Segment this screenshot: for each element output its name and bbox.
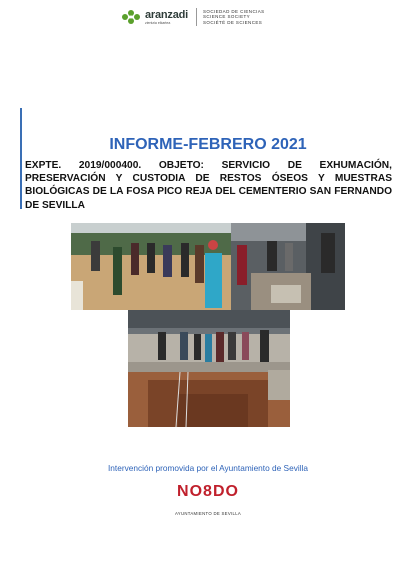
title-accent-bar [20,108,22,209]
society-lines [203,9,265,26]
society-line-es: SOCIEDAD DE CIENCIAS [203,8,265,14]
logo-divider [196,8,197,26]
nodo-wordmark: NO8DO [177,483,239,500]
report-subject: EXPTE. 2019/000400. OBJETO: SERVICIO DE EXHUMACIÓN, PRESERVACIÓN Y CUSTODIA DE RESTOS ÓSEOS Y MUESTRAS BIOLÓGICAS DE LA FOSA PICO REJA DEL CEMENTERIO SAN FERNANDO DE SEVILLA [25,160,392,211]
aranzadi-logo [120,6,310,28]
report-title: INFORME-FEBRERO 2021 [109,136,307,153]
brand-subtitle: zientzia elkartea [145,20,171,25]
nodo-logo [168,483,248,523]
brand-name: aranzadi [145,8,189,21]
society-line-en: SCIENCE SOCIETY [203,14,251,20]
promoted-by-text: Intervención promovida por el Ayuntamiento de Sevilla [107,463,308,473]
visit-group-site-photo [71,223,345,310]
excavation-pit-photo [128,310,290,427]
nodo-subtitle: AYUNTAMIENTO DE SEVILLA [174,511,242,516]
society-line-fr: SOCIÉTÉ DE SCIENCES [203,19,263,25]
aranzadi-leaf-icon [120,9,142,25]
